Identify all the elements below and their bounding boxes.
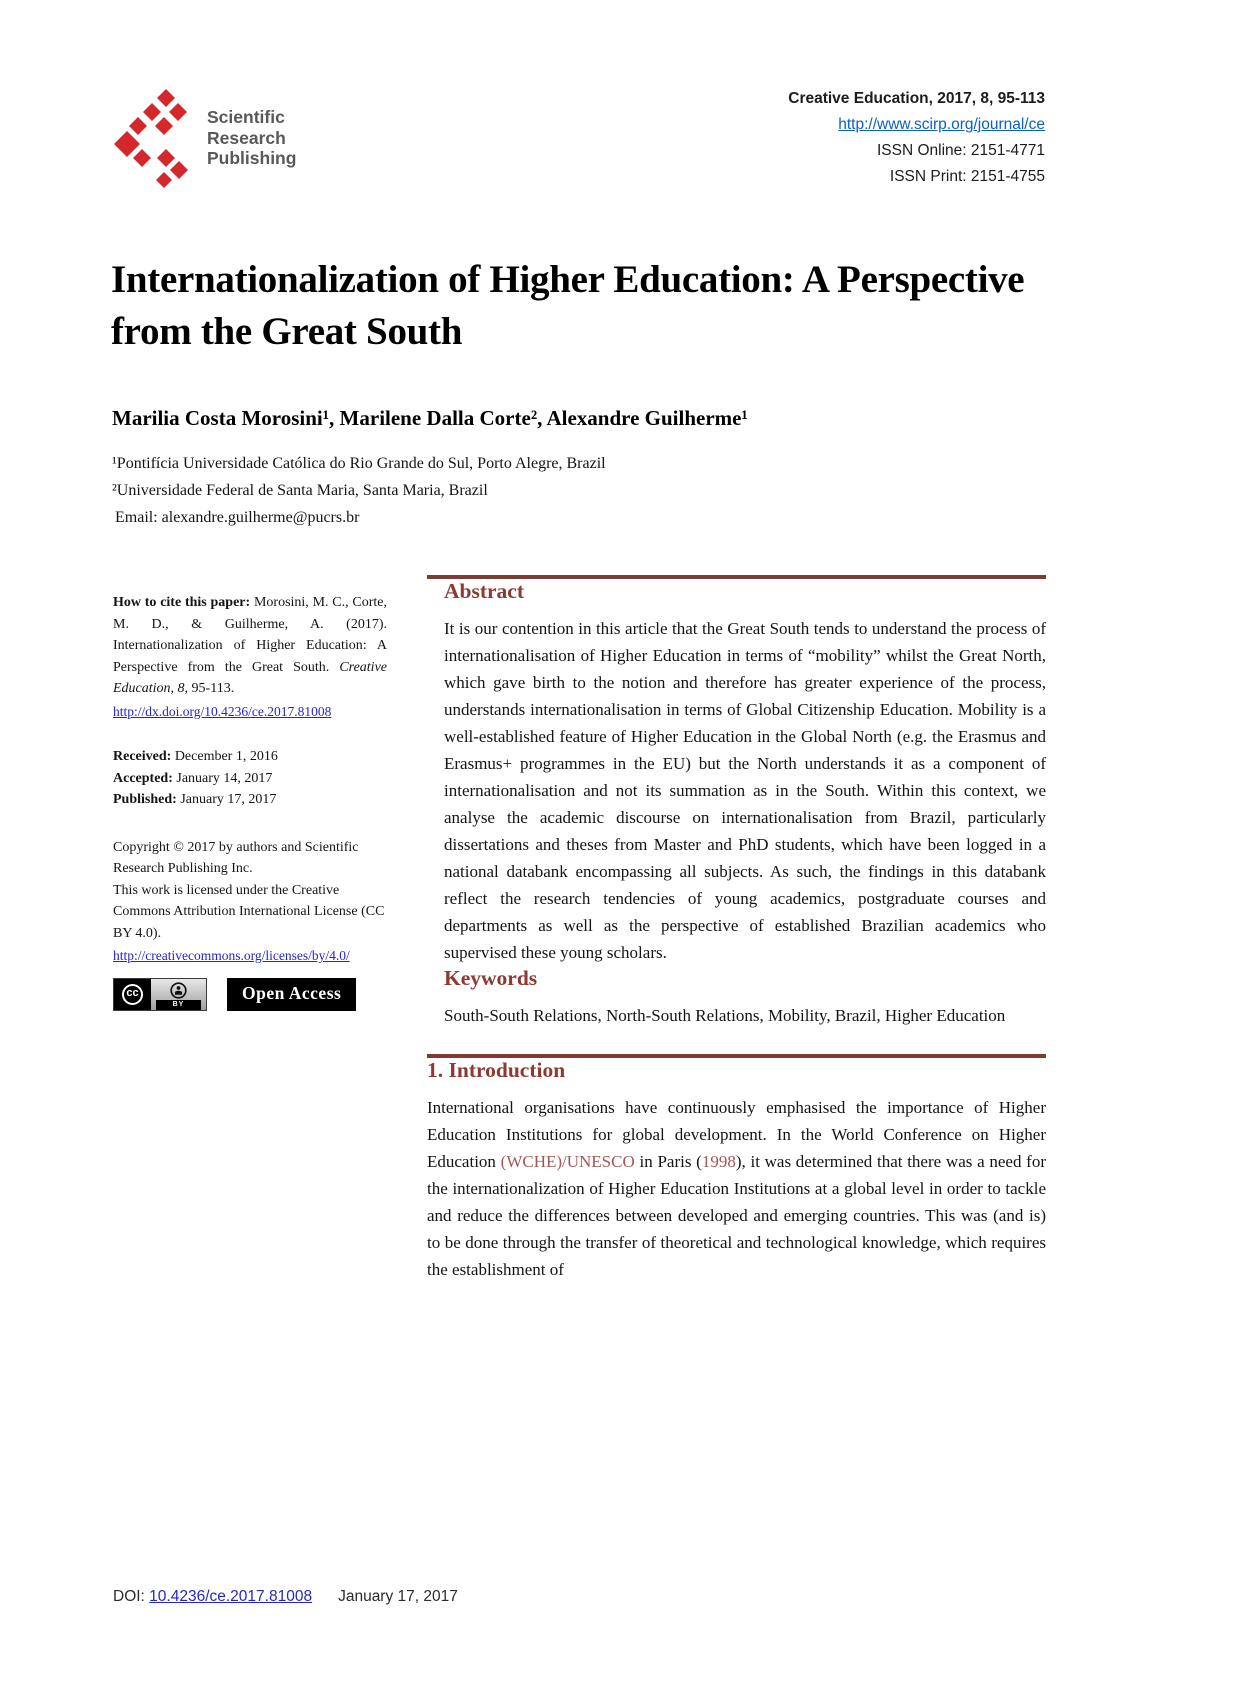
introduction-heading: 1. Introduction <box>427 1058 566 1082</box>
publisher-name: Scientific Research Publishing <box>207 107 297 169</box>
affiliation-1: ¹Pontifícia Universidade Católica do Rio Grande do Sul, Porto Alegre, Brazil <box>112 455 606 472</box>
cite-text: Morosini, M. C., Corte, M. D., & Guilherme, A. (2017). Internationalization of Higher Education: A Perspective from the Great South. <box>113 595 387 675</box>
introduction-paragraph <box>427 1094 1046 1283</box>
abstract-text: It is our contention in this article that the Great South tends to understand the process of internationalisation of Higher Education in terms of “mobility” whilst the Great North, which gave birth to the notion and therefore has greater experience of the process, understands internationalisation in terms of Global Citizenship Education. Mobility is a well-established feature of Higher Education in the Global North (e.g. the Erasmus and Erasmus+ programmes in the EU) but the North understands it as a component of internationalisation and not its summation as in the South. Within this context, we analyse the academic discourse on internationalisation from Brazil, particularly dissertations and theses from Master and PhD students, which have been logged in a national databank encompassing all subjects. As such, the findings in this databank reflect the research tendencies of young academics, postgraduate courses and departments as well as the perspective of established Brazilian academics who supervised these young scholars. <box>444 619 1046 962</box>
article-info-sidebar <box>113 592 387 1011</box>
keywords-text: South-South Relations, North-South Relations, Mobility, Brazil, Higher Education <box>444 1006 1006 1025</box>
email-line: Email: alexandre.guilherme@pucrs.br <box>115 509 360 526</box>
received-line: Received: December 1, 2016 <box>113 749 278 764</box>
copyright-block <box>113 837 387 967</box>
journal-citation: Creative Education, 2017, 8, 95-113 <box>788 90 1045 107</box>
wche-unesco-link[interactable]: (WCHE)/UNESCO <box>500 1152 635 1171</box>
footer-date: January 17, 2017 <box>338 1588 458 1605</box>
intro-seg-3: ), it was determined that there was a need for the internationalization of Higher Education Institutions at a global level in order to tackle and reduce the differences between developed and emerging countries. This was (and is) to be done through the transfer of theoretical and technological knowledge, which requires the establishment of <box>427 1152 1046 1279</box>
affiliation-2: ²Universidade Federal de Santa Maria, Santa Maria, Brazil <box>112 482 488 499</box>
page-footer <box>113 1588 458 1606</box>
license-badges <box>113 978 387 1011</box>
cite-journal-italic: Creative Education, 8, <box>113 659 387 696</box>
cite-label: How to cite this paper: <box>113 595 254 610</box>
abstract-section <box>444 579 1046 1029</box>
cc-icon: cc <box>114 979 151 1010</box>
published-line: Published: January 17, 2017 <box>113 792 277 807</box>
dates-block <box>113 746 387 811</box>
intro-seg-1: International organisations have continuously emphasised the importance of Higher Education Institutions for global development. In the World Conference on Higher Education <box>427 1098 1046 1171</box>
cc-by-person-icon <box>151 979 206 1010</box>
accepted-line: Accepted: January 14, 2017 <box>113 770 273 786</box>
abstract-heading: Abstract <box>444 579 525 603</box>
cite-pages: 95-113. <box>188 681 235 696</box>
cc-by-label: BY <box>156 1000 201 1010</box>
citation-year-link[interactable]: 1998 <box>701 1152 736 1171</box>
article-title: Internationalization of Higher Education: A Perspective from the Great South <box>111 258 1025 353</box>
copyright-line-2: This work is licensed under the Creative Commons Attribution International License (CC BY 4.0). <box>113 882 385 941</box>
footer-doi-link[interactable]: 10.4236/ce.2017.81008 <box>149 1588 313 1605</box>
cc-by-badge[interactable] <box>113 978 207 1011</box>
intro-seg-2: in Paris ( <box>634 1152 702 1171</box>
open-access-badge: Open Access <box>227 978 356 1011</box>
publisher-logo <box>113 88 296 188</box>
affiliations-block <box>112 450 1052 531</box>
doi-label: DOI: <box>113 1588 150 1605</box>
authors-line: Marilia Costa Morosini¹, Marilene Dalla Corte², Alexandre Guilherme¹ <box>112 406 748 430</box>
cite-doi-link[interactable]: http://dx.doi.org/10.4236/ce.2017.81008 <box>113 703 332 719</box>
journal-url-link[interactable]: http://www.scirp.org/journal/ce <box>838 116 1045 133</box>
main-column <box>427 575 1046 1283</box>
license-url-link[interactable]: http://creativecommons.org/licenses/by/4.0/ <box>113 948 350 963</box>
keywords-heading: Keywords <box>444 966 538 990</box>
issn-online: ISSN Online: 2151-4771 <box>876 142 1045 159</box>
journal-header-block <box>788 86 1045 190</box>
copyright-line-1: Copyright © 2017 by authors and Scientific Research Publishing Inc. <box>113 839 359 876</box>
scirp-diamonds-icon <box>113 88 191 188</box>
how-to-cite <box>113 592 387 722</box>
issn-print: ISSN Print: 2151-4755 <box>889 168 1045 185</box>
